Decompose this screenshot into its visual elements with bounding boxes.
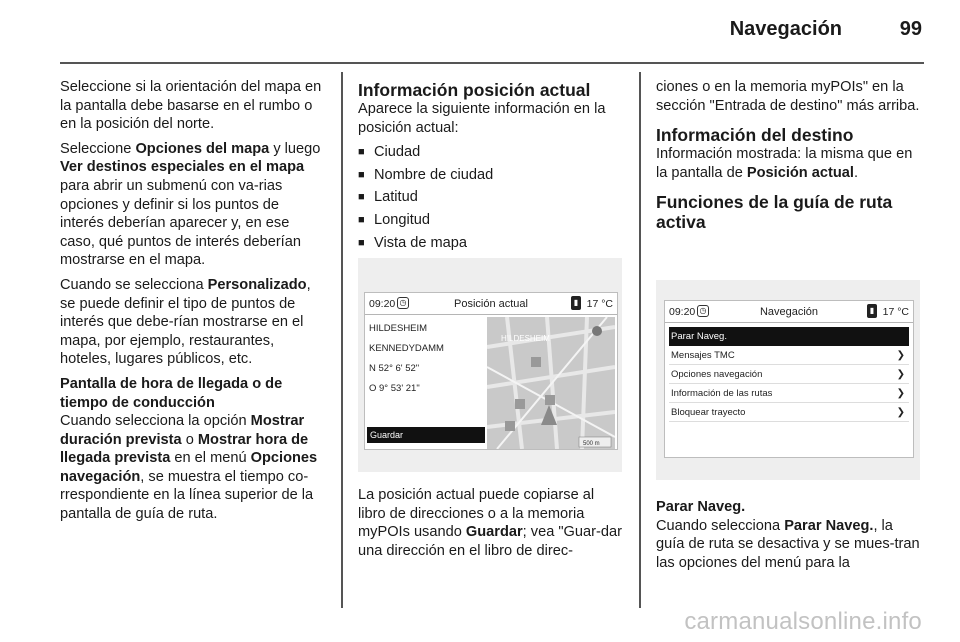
screenshot-navigation-menu <box>656 280 920 480</box>
bullet-item: ■ Ciudad <box>358 143 624 162</box>
bold-term: Personalizado <box>207 276 307 293</box>
map-city-label: HILDESHEIM <box>501 334 550 343</box>
menu-item-label: Parar Naveg. <box>671 331 727 342</box>
column-divider-2 <box>639 72 641 608</box>
temperature: 17 °C <box>882 306 909 318</box>
info-bullet-list <box>358 143 624 252</box>
text: , se muestra el tiempo co-rrespondiente en la línea superior de la pantalla de guía de ruta. <box>60 468 314 523</box>
city: HILDESHEIM <box>369 323 428 334</box>
chevron-right-icon: ❯ <box>896 350 905 361</box>
clock-time: 09:20 <box>369 298 396 310</box>
menu-item-label: Mensajes TMC <box>671 350 735 361</box>
section-heading-route-functions: Funciones de la guía de ruta activa <box>656 192 893 233</box>
text: Cuando selecciona la opción <box>60 413 251 430</box>
text: La posición actual puede copiarse al libro de direcciones o a la memoria myPOIs usando <box>358 487 595 541</box>
paragraph-continued: ciones o en la memoria myPOIs" en la sección "Entrada de destino" más arriba. <box>656 79 920 114</box>
text: Seleccione <box>60 140 136 157</box>
clock-time: 09:20 <box>669 306 696 318</box>
text: para abrir un submenú con va-rias opciones y definir si los puntos de interés deberían aparecer y, en ese caso, qué puntos de interés deberían mostrarse en el mapa. <box>60 177 301 269</box>
bold-term: Guardar <box>465 524 523 541</box>
column-2 <box>358 78 624 256</box>
display-screen <box>364 292 618 450</box>
longitude: O 9° 53' 21" <box>369 383 420 394</box>
thermometer-icon: ▮ <box>571 296 581 310</box>
menu-item-label: Opciones navegación <box>671 369 763 380</box>
text: . <box>853 164 859 181</box>
paragraph-orientation: Seleccione si la orientación del mapa en la pantalla debe basarse en el rumbo o en la posición del norte. <box>60 79 322 133</box>
position-info <box>367 319 493 399</box>
section-heading-current-position: Información posición actual <box>358 80 591 100</box>
bullet-item: ■ Nombre de ciudad <box>358 166 624 185</box>
map-scale: 500 m <box>583 441 600 447</box>
screen-title: Posición actual <box>454 298 528 310</box>
text: y luego <box>269 140 321 157</box>
save-button[interactable]: Guardar <box>367 427 485 443</box>
latitude: N 52° 6' 52" <box>369 363 420 374</box>
display-screen <box>664 300 914 458</box>
text: Cuando se selecciona <box>60 276 208 293</box>
column-1 <box>60 78 326 530</box>
menu-item-block-route[interactable] <box>669 403 909 422</box>
clock-icon: ◷ <box>697 305 709 317</box>
status-bar <box>665 301 913 323</box>
chevron-right-icon: ❯ <box>896 369 905 380</box>
menu-item-label: Información de las rutas <box>671 388 773 399</box>
paragraph-map-options <box>60 140 326 270</box>
screen-title: Navegación <box>759 306 819 318</box>
bullet-item: ■ Vista de mapa <box>358 234 624 253</box>
paragraph-custom <box>60 276 326 369</box>
menu-item-tmc-messages[interactable] <box>669 346 909 365</box>
bold-term: Mostrar duración prevista <box>60 413 305 448</box>
text: en el menú <box>170 450 251 467</box>
section-heading-stop-navigation: Parar Naveg. <box>656 499 746 515</box>
bold-term: Ver destinos especiales en el mapa <box>60 159 305 176</box>
text: Cuando selecciona <box>656 517 785 534</box>
bold-term: Opciones navegación <box>60 450 318 485</box>
bullet-item: ■ Longitud <box>358 211 624 230</box>
text: ; vea "Guar-dar una dirección en el libro de direc- <box>358 524 622 559</box>
status-bar <box>365 293 617 315</box>
page-number: 99 <box>899 18 922 40</box>
text: , la guía de ruta se desactiva y se mues-tran las opciones del menú para la <box>656 517 920 571</box>
text: , se puede definir el tipo de puntos de interés que debe-rían mostrarse en el mapa, por ejemplo, restaurantes, hoteles, lugares públicos, etc. <box>60 276 311 368</box>
bold-term: Opciones del mapa <box>135 140 270 157</box>
screenshot-current-position <box>358 258 622 472</box>
paragraph-save-position <box>358 486 624 560</box>
paragraph-destination-info <box>656 145 922 182</box>
chevron-right-icon: ❯ <box>896 407 905 418</box>
menu-item-route-info[interactable] <box>669 384 909 403</box>
navigation-menu <box>669 327 909 422</box>
section-heading-arrival-time: Pantalla de hora de llegada o de tiempo de conducción <box>60 375 283 411</box>
chevron-right-icon: ❯ <box>896 388 905 399</box>
map-view <box>487 317 615 449</box>
bold-term: Posición actual <box>746 164 854 181</box>
column-2-lower <box>358 486 624 566</box>
column-3-lower <box>656 498 922 578</box>
column-divider-1 <box>341 72 343 608</box>
clock-icon: ◷ <box>397 297 409 309</box>
bullet-item: ■ Latitud <box>358 188 624 207</box>
menu-item-navigation-options[interactable] <box>669 365 909 384</box>
thermometer-icon: ▮ <box>867 304 877 318</box>
watermark: carmanualsonline.info <box>684 608 922 635</box>
column-3 <box>656 78 922 232</box>
menu-item-label: Bloquear trayecto <box>671 407 746 418</box>
text: o <box>181 431 198 448</box>
header-rule <box>60 62 924 64</box>
bold-term: Parar Naveg. <box>784 517 874 534</box>
paragraph-stop-navigation <box>656 517 922 573</box>
bold-term: Mostrar hora de llegada prevista <box>60 431 309 467</box>
section-heading-destination-info: Información del destino <box>656 125 854 146</box>
chapter-title: Navegación <box>729 18 842 40</box>
street-name: KENNEDYDAMM <box>369 343 444 354</box>
text: Información mostrada: la misma que en la pantalla de <box>656 146 913 181</box>
paragraph-intro: Aparece la siguiente información en la posición actual: <box>358 101 606 136</box>
temperature: 17 °C <box>586 298 613 310</box>
paragraph-arrival-time <box>60 412 326 524</box>
menu-item-stop-navigation[interactable] <box>669 327 909 346</box>
